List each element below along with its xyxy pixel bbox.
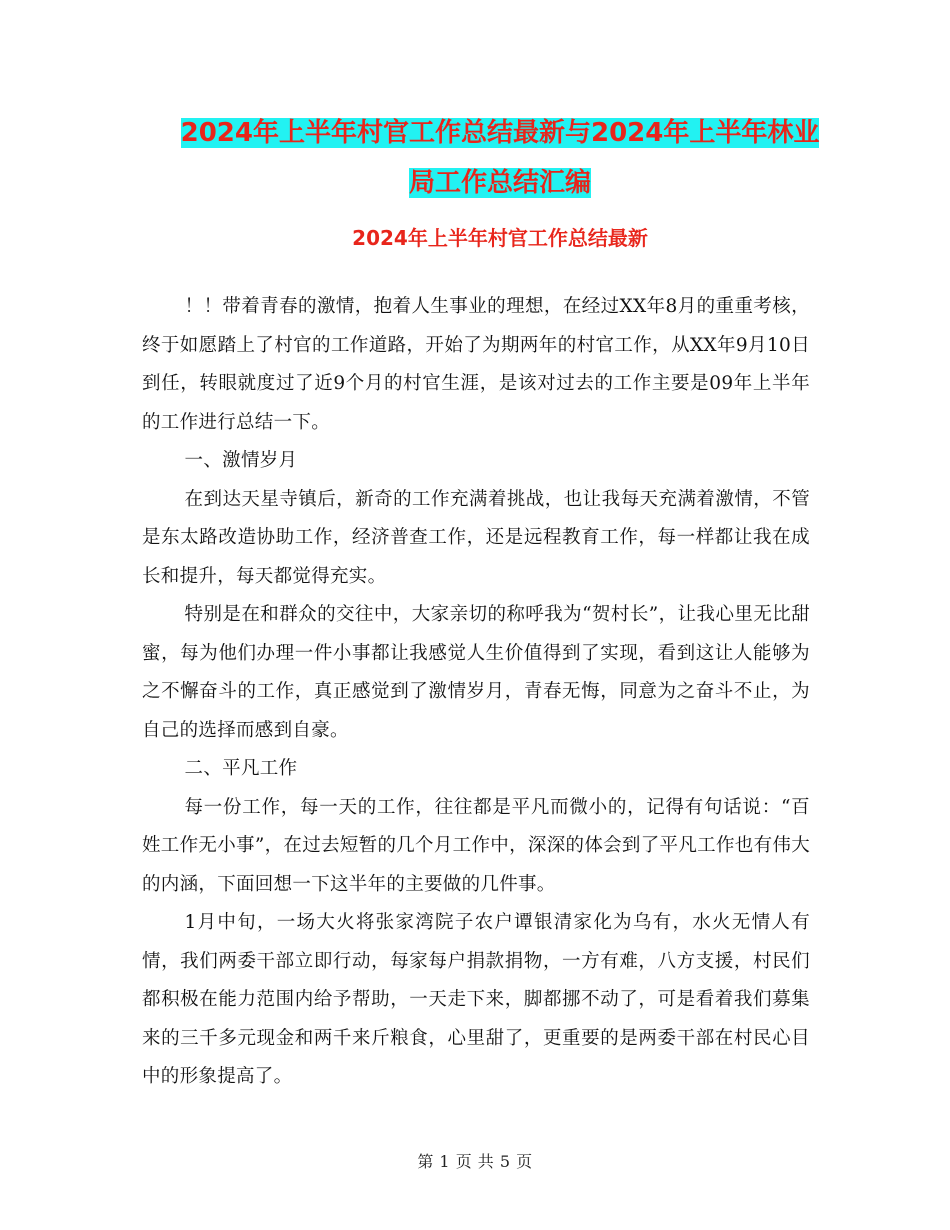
document-body: [142, 288, 810, 1097]
paragraph: 一、激情岁月: [184, 450, 298, 471]
page-footer: 第 1 页 共 5 页: [417, 1152, 533, 1171]
paragraph: 二、平凡工作: [184, 758, 298, 779]
paragraph: 1月中旬，一场大火将张家湾院子农户谭银清家化为乌有，水火无情人有情，我们两委干部立即行动，每家每户捐款捐物，一方有难，八方支援，村民们都积极在能力范围内给予帮助，一天走下来，脚都挪不动了，可是看着我们募集来的三千多元现金和两千来斤粮食，心里甜了，更重要的是两委干部在村民心目中的形象提高了。: [142, 912, 810, 1087]
document-title: [140, 108, 860, 208]
paragraph: 在到达天星寺镇后，新奇的工作充满着挑战，也让我每天充满着激情，不管是东太路改造协助工作，经济普查工作，还是远程教育工作，每一样都让我在成长和提升，每天都觉得充实。: [142, 488, 810, 587]
paragraph: 特别是在和群众的交往中，大家亲切的称呼我为“贺村长”，让我心里无比甜蜜，每为他们办理一件小事都让我感觉人生价值得到了实现，看到这让人能够为之不懈奋斗的工作，真正感觉到了激情岁月，青春无悔，同意为之奋斗不止，为自己的选择而感到自豪。: [142, 604, 810, 741]
paragraph: ！！带着青春的激情，抱着人生事业的理想，在经过XX年8月的重重考核，终于如愿踏上了村官的工作道路，开始了为期两年的村官工作，从XX年9月10日到任，转眼就度过了近9个月的村官生涯，是该对过去的工作主要是09年上半年的工作进行总结一下。: [142, 296, 810, 433]
paragraph: 每一份工作，每一天的工作，往往都是平凡而微小的，记得有句话说：“百姓工作无小事”，在过去短暂的几个月工作中，深深的体会到了平凡工作也有伟大的内涵，下面回想一下这半年的主要做的几件事。: [142, 796, 810, 895]
section-title: 2024年上半年村官工作总结最新: [352, 226, 648, 250]
document-title-line-2: 局工作总结汇编: [408, 168, 591, 198]
document-title-line-1: 2024年上半年村官工作总结最新与2024年上半年林业: [180, 118, 820, 148]
